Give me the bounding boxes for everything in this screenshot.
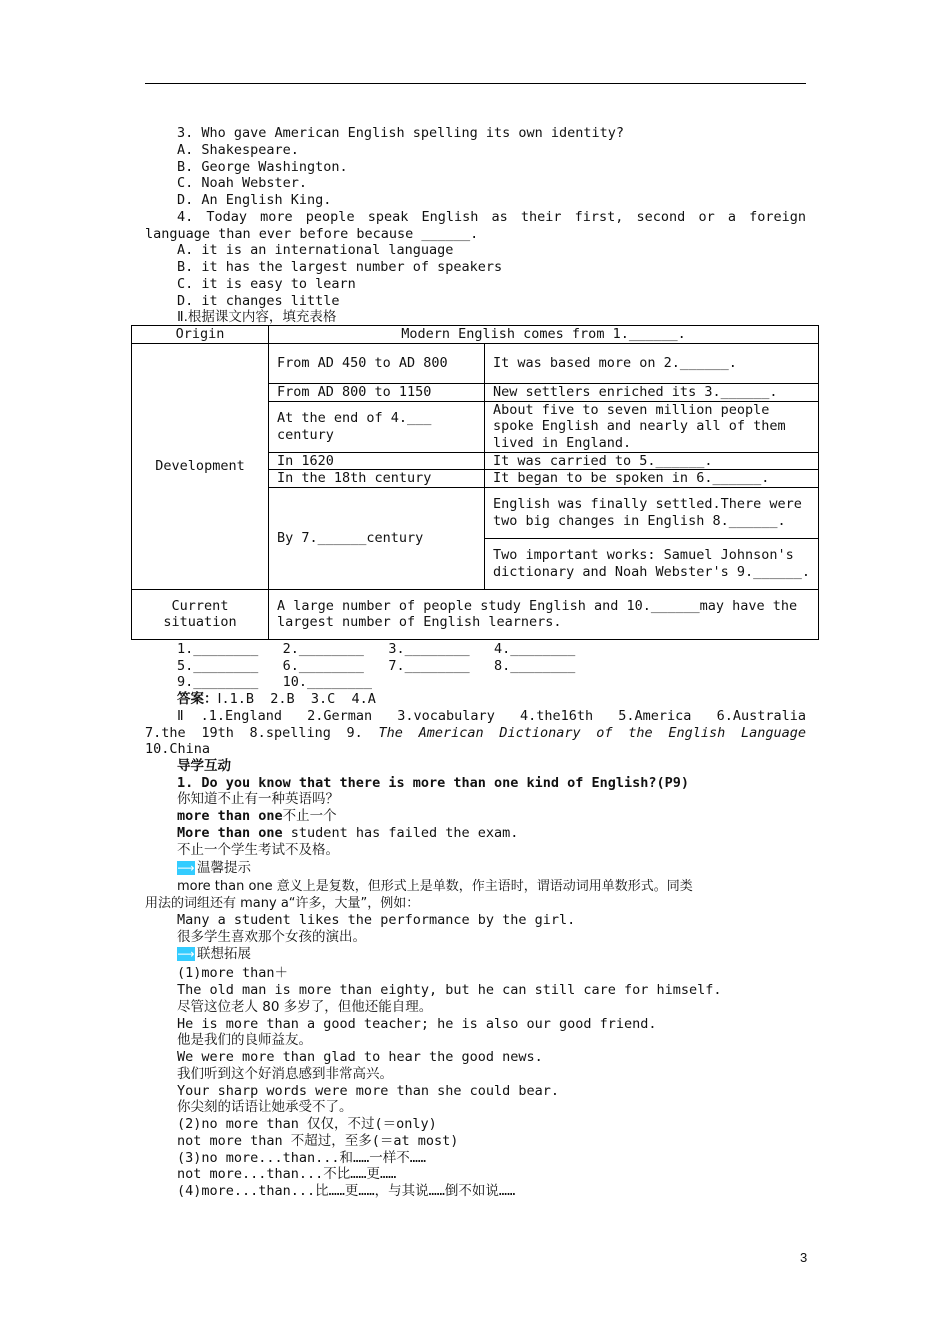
extension-heading: ⟶ 联想拓展 — [177, 946, 251, 962]
extension-1-example-4: Your sharp words were more than she could bear. — [177, 1083, 560, 1099]
extension-3: (3)no more...than...和……一样不…… — [177, 1150, 427, 1166]
period-cell: In 1620 — [269, 452, 485, 470]
section2-title: Ⅱ.根据课文内容，填充表格 — [177, 309, 337, 325]
origin-value: Modern English comes from 1.______. — [269, 326, 819, 344]
extension-1-example-2: He is more than a good teacher; he is also our good friend. — [177, 1016, 657, 1032]
period-cell: By 7.______century — [269, 487, 485, 589]
q4-option-b: B. it has the largest number of speakers — [177, 259, 503, 275]
extension-1-example-1-cn: 尽管这位老人 80 多岁了，但他还能自理。 — [177, 999, 433, 1015]
period-cell: From AD 450 to AD 800 — [269, 344, 485, 384]
guide-title: 导学互动 — [177, 758, 231, 774]
header-rule — [145, 83, 806, 84]
origin-development-table — [131, 325, 819, 640]
answers-part2-line2: 7.the 19th 8.spelling 9. The American Dictionary of the English Language — [145, 725, 806, 741]
period-cell: In the 18th century — [269, 470, 485, 488]
extension-2: (2)no more than 仅仅，不过(＝only) — [177, 1116, 437, 1132]
tip-heading: ⟶ 温馨提示 — [177, 860, 251, 876]
desc-cell: It was based more on 2.______. — [485, 344, 819, 384]
origin-label: Origin — [132, 326, 269, 344]
q4-stem-line2: language than ever before because ______. — [145, 226, 479, 242]
extension-1-example-4-cn: 你尖刻的话语让她承受不了。 — [177, 1099, 353, 1115]
current-label: Current situation — [132, 589, 269, 639]
blanks-row1: 1.________ 2.________ 3.________ 4.________ — [177, 641, 576, 657]
q4-stem-line1: 4. Today more people speak English as their first, second or a foreign — [177, 209, 806, 225]
q3-option-d: D. An English King. — [177, 192, 332, 208]
q3-stem: 3. Who gave American English spelling its own identity? — [177, 125, 625, 141]
answers-label: 答案： — [177, 691, 218, 707]
example-1-cn: 不止一个学生考试不及格。 — [177, 842, 339, 858]
tip-example-cn: 很多学生喜欢那个女孩的演出。 — [177, 929, 366, 945]
extension-1-example-1: The old man is more than eighty, but he can still care for himself. — [177, 982, 722, 998]
period-cell: From AD 800 to 1150 — [269, 384, 485, 402]
q3-option-b: B. George Washington. — [177, 159, 348, 175]
extension-1-example-3-cn: 我们听到这个好消息感到非常高兴。 — [177, 1066, 393, 1082]
q3-option-a: A. Shakespeare. — [177, 142, 299, 158]
period-cell: At the end of 4.___ century — [269, 401, 485, 452]
extension-1-example-2-cn: 他是我们的良师益友。 — [177, 1032, 312, 1048]
page-number: 3 — [800, 1250, 808, 1265]
tip-example: Many a student likes the performance by the girl. — [177, 912, 576, 928]
blanks-row3: 9.________ 10.________ — [177, 674, 373, 690]
example-1: More than one student has failed the exam. — [177, 825, 519, 841]
blanks-row2: 5.________ 6.________ 7.________ 8.________ — [177, 658, 576, 674]
desc-cell: About five to seven million people spoke English and nearly all of them lived in England. — [485, 401, 819, 452]
q3-option-c: C. Noah Webster. — [177, 175, 308, 191]
extension-1: (1)more than＋ — [177, 965, 289, 981]
answers-part2-line1: Ⅱ.1.England 2.German 3.vocabulary 4.the16th 5.America 6.Australia — [177, 708, 806, 724]
desc-cell: New settlers enriched its 3.______. — [485, 384, 819, 402]
extension-1-example-3: We were more than glad to hear the good news. — [177, 1049, 543, 1065]
tip-line-1: more than one 意义上是复数，但形式上是单数，作主语时，谓语动词用单数形式。同类 — [177, 879, 693, 894]
desc-cell: It began to be spoken in 6.______. — [485, 470, 819, 488]
desc-cell: It was carried to 5.______. — [485, 452, 819, 470]
current-value: A large number of people study English and 10.______may have the largest number of English learners. — [269, 589, 819, 639]
q4-option-d: D. it changes little — [177, 293, 340, 309]
answers-part2-line3: 10.China — [145, 741, 211, 757]
tip-line-2: 用法的词组还有 many a“许多，大量”，例如： — [145, 896, 420, 911]
desc-cell: English was finally settled.There were two big changes in English 8.______. — [485, 487, 819, 538]
arrow-right-icon: ⟶ — [177, 861, 195, 875]
desc-cell: Two important works: Samuel Johnson's dictionary and Noah Webster's 9.______. — [485, 538, 819, 589]
phrase-line: more than one不止一个 — [177, 808, 337, 824]
extension-4: (4)more...than...比……更……，与其说……倒不如说…… — [177, 1183, 516, 1199]
extension-3b: not more...than...不比……更…… — [177, 1166, 397, 1182]
q4-option-a: A. it is an international language — [177, 242, 454, 258]
q4-option-c: C. it is easy to learn — [177, 276, 356, 292]
arrow-right-icon: ⟶ — [177, 947, 195, 961]
guide-question-1-cn: 你知道不止有一种英语吗？ — [177, 791, 339, 807]
answers-part1: 答案：Ⅰ.1.B 2.B 3.C 4.A — [177, 691, 376, 707]
guide-question-1: 1. Do you know that there is more than one kind of English?(P9) — [177, 775, 690, 791]
development-label: Development — [132, 344, 269, 590]
extension-2b: not more than 不超过，至多(＝at most) — [177, 1133, 459, 1149]
